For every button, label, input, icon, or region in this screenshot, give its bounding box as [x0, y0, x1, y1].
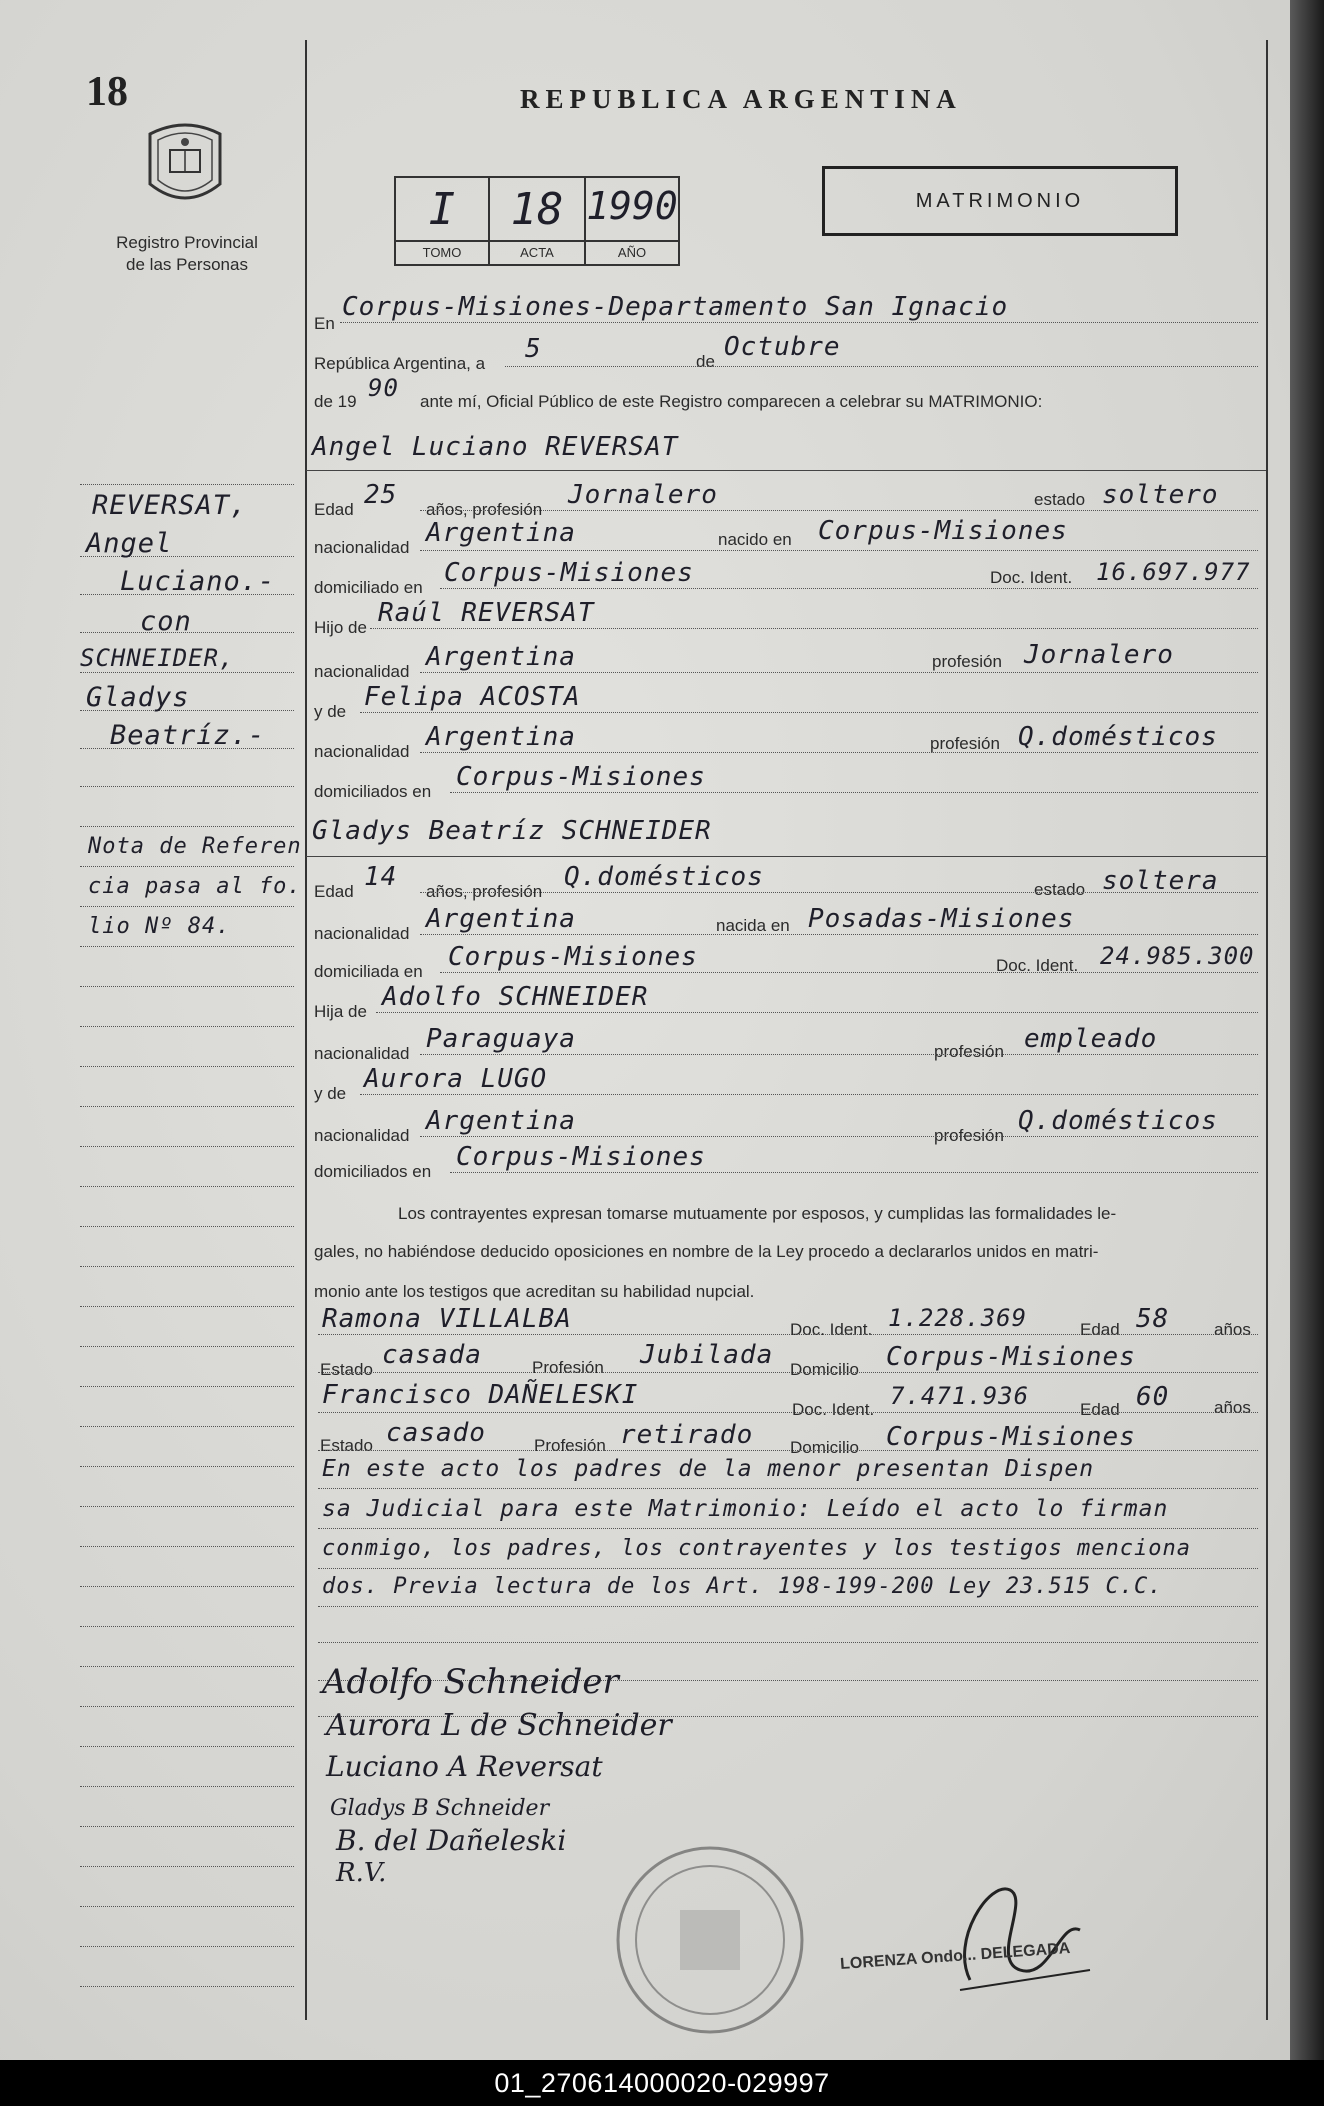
witness2-line-2	[318, 1450, 1258, 1451]
date-prefix: República Argentina, a	[314, 354, 486, 373]
margin-rule-19	[80, 1266, 294, 1267]
witness1-line-1	[318, 1334, 1258, 1335]
witness1-status-label: Estado	[320, 1360, 373, 1379]
tomo-label: TOMO	[396, 240, 488, 264]
margin-rule-33	[80, 1826, 294, 1827]
groom-age: 25	[364, 480, 398, 510]
date-year: 90	[368, 374, 399, 402]
signature-2: Aurora L de Schneider	[326, 1708, 672, 1743]
official-signature-icon	[910, 1860, 1110, 2010]
groom-mother-nationality: Argentina	[426, 722, 576, 752]
bride-rule	[306, 856, 1266, 857]
anio-cell	[586, 178, 678, 264]
margin-rule-7	[80, 786, 294, 787]
witness2-status: casado	[386, 1418, 486, 1448]
sheet-number: 18	[86, 69, 128, 115]
bride-line-6	[360, 1094, 1258, 1095]
margin-rule-10	[80, 906, 294, 907]
margin-rule-23	[80, 1426, 294, 1427]
signature-1: Adolfo Schneider	[322, 1662, 619, 1702]
margin-rule-11	[80, 946, 294, 947]
margin-rule-20	[80, 1306, 294, 1307]
signature-5: B. del Dañeleski	[336, 1824, 567, 1857]
bride-born: Posadas-Misiones	[808, 904, 1075, 934]
groom-parents-domicile: Corpus-Misiones	[456, 762, 706, 792]
provincial-seal-icon	[142, 114, 228, 214]
date-rule	[505, 366, 1258, 367]
groom-doc-label: Doc. Ident.	[990, 568, 1073, 587]
margin-note-5: SCHNEIDER,	[80, 644, 235, 672]
groom-status-label: estado	[1034, 490, 1086, 509]
bride-age-unit: años, profesión	[426, 882, 543, 901]
margin-rule-31	[80, 1746, 294, 1747]
witness2-name: Francisco DAÑELESKI	[322, 1380, 639, 1410]
bride-line-8	[450, 1172, 1258, 1173]
bride-age: 14	[364, 862, 398, 892]
blank-rule-1	[318, 1642, 1258, 1643]
right-border	[1266, 40, 1268, 2020]
bride-nationality-label: nacionalidad	[314, 924, 410, 943]
groom-age-unit: años, profesión	[426, 500, 543, 519]
groom-domicile-label: domiciliado en	[314, 578, 423, 597]
witness1-domicile-label: Domicilio	[790, 1360, 859, 1379]
witness1-age: 58	[1136, 1304, 1170, 1334]
groom-mother-profession-label: profesión	[930, 734, 1000, 753]
bride-mother-nationality: Argentina	[426, 1106, 576, 1136]
bride-father: Adolfo SCHNEIDER	[382, 982, 649, 1012]
record-type-box	[822, 166, 1178, 236]
groom-child-label: Hijo de	[314, 618, 367, 637]
groom-father: Raúl REVERSAT	[378, 598, 595, 628]
bride-parents-domicile-label: domiciliados en	[314, 1162, 432, 1181]
bride-doc: 24.985.300	[1100, 942, 1255, 970]
margin-note-10: lio Nº 84.	[88, 914, 231, 939]
groom-mother-profession: Q.domésticos	[1018, 722, 1218, 752]
groom-mother-nationality-label: nacionalidad	[314, 742, 410, 761]
margin-rule-4	[80, 672, 294, 673]
groom-born: Corpus-Misiones	[818, 516, 1068, 546]
bride-line-1	[420, 892, 1258, 893]
date-month-label: de	[696, 352, 715, 371]
witness1-domicile: Corpus-Misiones	[886, 1342, 1136, 1372]
bride-father-nationality: Paraguaya	[426, 1024, 576, 1054]
margin-rule-27	[80, 1586, 294, 1587]
margin-rule-top	[80, 484, 294, 485]
witness2-age-label: Edad	[1080, 1400, 1120, 1419]
note-rule-3	[318, 1568, 1258, 1569]
margin-note-3: Luciano.-	[120, 566, 276, 597]
date-day: 5	[525, 334, 542, 364]
witness2-profession: retirado	[620, 1420, 754, 1450]
margin-rule-36	[80, 1946, 294, 1947]
note-line-4: dos. Previa lectura de los Art. 198-199-200 Ley 23.515 C.C.	[322, 1574, 1163, 1599]
bride-nationality: Argentina	[426, 904, 576, 934]
tomo-value: I	[428, 184, 456, 235]
image-id-footer: 01_270614000020-029997	[0, 2060, 1324, 2106]
witness2-line-1	[318, 1412, 1258, 1413]
bride-doc-label: Doc. Ident.	[996, 956, 1079, 975]
bride-status-label: estado	[1034, 880, 1086, 899]
groom-domicile: Corpus-Misiones	[444, 558, 694, 588]
margin-rule-35	[80, 1906, 294, 1907]
registry-line-2: de las Personas	[126, 255, 248, 274]
groom-name: Angel Luciano REVERSAT	[312, 432, 679, 462]
bride-and-label: y de	[314, 1084, 347, 1103]
signature-6: R.V.	[336, 1858, 387, 1888]
bride-line-5	[420, 1054, 1258, 1055]
anio-value: 1990	[586, 184, 678, 228]
witness1-profession: Jubilada	[640, 1340, 774, 1370]
bride-domicile-label: domiciliada en	[314, 962, 423, 981]
bride-father-profession: empleado	[1024, 1024, 1158, 1054]
margin-note-8: Nota de Referen	[88, 834, 302, 859]
margin-rule-12	[80, 986, 294, 987]
note-line-2: sa Judicial para este Matrimonio: Leído el acto lo firman	[322, 1496, 1169, 1522]
margin-rule-26	[80, 1546, 294, 1547]
groom-profession: Jornalero	[568, 480, 718, 510]
date-text: ante mí, Oficial Público de este Registro comparecen a celebrar su MATRIMONIO:	[420, 392, 1043, 411]
margin-rule-13	[80, 1026, 294, 1027]
bride-line-2	[420, 934, 1258, 935]
acta-value: 18	[510, 184, 564, 235]
margin-rule-30	[80, 1706, 294, 1707]
margin-rule-16	[80, 1146, 294, 1147]
bride-domicile: Corpus-Misiones	[448, 942, 698, 972]
witness1-line-2	[318, 1372, 1258, 1373]
bride-child-label: Hija de	[314, 1002, 367, 1021]
registry-stamp-icon	[610, 1840, 810, 2040]
tomo-cell	[396, 178, 490, 264]
bride-line-4	[376, 1012, 1258, 1013]
groom-doc: 16.697.977	[1096, 558, 1251, 586]
margin-rule-24	[80, 1466, 294, 1467]
bride-mother-nationality-label: nacionalidad	[314, 1126, 410, 1145]
groom-father-profession-label: profesión	[932, 652, 1002, 671]
bride-name: Gladys Beatríz SCHNEIDER	[312, 816, 712, 846]
delegate-stamp: LORENZA Ondo... DELEGADA	[839, 1939, 1071, 1974]
witness2-doc-label: Doc. Ident.	[792, 1400, 875, 1419]
margin-rule-9	[80, 866, 294, 867]
declaration-line-3: monio ante los testigos que acreditan su habilidad nupcial.	[314, 1282, 755, 1301]
record-number-box	[394, 176, 680, 266]
bride-father-profession-label: profesión	[934, 1042, 1004, 1061]
margin-rule-18	[80, 1226, 294, 1227]
groom-father-profession: Jornalero	[1024, 640, 1174, 670]
margin-divider	[305, 40, 307, 2020]
margin-rule-25	[80, 1506, 294, 1507]
margin-rule-8	[80, 826, 294, 827]
margin-rule-37	[80, 1986, 294, 1987]
witness2-domicile: Corpus-Misiones	[886, 1422, 1136, 1452]
bride-father-nationality-label: nacionalidad	[314, 1044, 410, 1063]
bride-mother-profession-label: profesión	[934, 1126, 1004, 1145]
acta-label: ACTA	[490, 240, 584, 264]
witness2-years-label: años	[1214, 1398, 1251, 1417]
groom-born-label: nacido en	[718, 530, 792, 549]
witness1-doc: 1.228.369	[888, 1304, 1028, 1332]
margin-rule-17	[80, 1186, 294, 1187]
note-line-1: En este acto los padres de la menor presentan Dispen	[322, 1456, 1095, 1482]
groom-mother: Felipa ACOSTA	[364, 682, 581, 712]
date-year-prefix: de 19	[314, 392, 357, 411]
witness1-doc-label: Doc. Ident.	[790, 1320, 873, 1339]
margin-rule-15	[80, 1106, 294, 1107]
groom-father-nationality: Argentina	[426, 642, 576, 672]
bride-mother-profession: Q.domésticos	[1018, 1106, 1218, 1136]
witness2-profession-label: Profesión	[534, 1436, 606, 1455]
margin-note-9: cia pasa al fo.	[88, 874, 302, 899]
witness2-status-label: Estado	[320, 1436, 373, 1455]
acta-cell	[490, 178, 586, 264]
groom-line-4	[370, 628, 1258, 629]
groom-nationality-label: nacionalidad	[314, 538, 410, 557]
witness1-years-label: años	[1214, 1320, 1251, 1339]
declaration-line-2: gales, no habiéndose deducido oposiciones en nombre de la Ley procedo a declararlos unidos en matri-	[314, 1242, 1099, 1261]
groom-father-nationality-label: nacionalidad	[314, 662, 410, 681]
margin-note-7: Beatríz.-	[110, 720, 266, 751]
margin-rule-14	[80, 1066, 294, 1067]
margin-note-4: con	[140, 606, 192, 637]
bride-line-7	[420, 1136, 1258, 1137]
groom-nationality: Argentina	[426, 518, 576, 548]
groom-line-6	[360, 712, 1258, 713]
bride-status: soltera	[1102, 866, 1219, 896]
witness1-age-label: Edad	[1080, 1320, 1120, 1339]
bride-line-3	[440, 972, 1258, 973]
groom-and-label: y de	[314, 702, 347, 721]
note-line-3: conmigo, los padres, los contrayentes y los testigos menciona	[322, 1536, 1191, 1561]
bride-mother: Aurora LUGO	[364, 1064, 548, 1094]
declaration-line-1: Los contrayentes expresan tomarse mutuamente por esposos, y cumplidas las formalidades le-	[398, 1204, 1117, 1223]
note-rule-2	[318, 1528, 1258, 1529]
groom-age-label: Edad	[314, 500, 354, 519]
note-rule-4	[318, 1606, 1258, 1607]
groom-status: soltero	[1102, 480, 1219, 510]
margin-note-6: Gladys	[86, 682, 190, 713]
witness1-profession-label: Profesión	[532, 1358, 604, 1377]
margin-rule-28	[80, 1626, 294, 1627]
bride-born-label: nacida en	[716, 916, 790, 935]
place-rule	[340, 322, 1258, 323]
groom-line-8	[450, 792, 1258, 793]
groom-line-1	[420, 510, 1258, 511]
margin-note-1: REVERSAT,	[92, 490, 248, 521]
groom-parents-domicile-label: domiciliados en	[314, 782, 432, 801]
registry-line-1: Registro Provincial	[116, 233, 258, 252]
margin-rule-21	[80, 1346, 294, 1347]
witness1-status: casada	[382, 1340, 482, 1370]
groom-rule	[306, 470, 1266, 471]
country-heading: REPUBLICA ARGENTINA	[520, 84, 962, 114]
groom-line-7	[420, 752, 1258, 753]
anio-label: AÑO	[586, 240, 678, 264]
groom-line-5	[420, 672, 1258, 673]
witness1-name: Ramona VILLALBA	[322, 1304, 572, 1334]
margin-rule-32	[80, 1786, 294, 1787]
margin-note-2: Angel	[86, 528, 173, 559]
bride-age-label: Edad	[314, 882, 354, 901]
place-value: Corpus-Misiones-Departamento San Ignacio	[342, 292, 1009, 322]
margin-rule-29	[80, 1666, 294, 1667]
signature-3: Luciano A Reversat	[326, 1750, 603, 1783]
date-month: Octubre	[724, 332, 841, 362]
book-spine	[1290, 0, 1324, 2060]
record-type-label: MATRIMONIO	[915, 190, 1085, 212]
bride-profession: Q.domésticos	[564, 862, 764, 892]
witness2-doc: 7.471.936	[890, 1382, 1030, 1410]
note-rule-1	[318, 1488, 1258, 1489]
witness2-age: 60	[1136, 1382, 1170, 1412]
place-label: En	[314, 314, 335, 333]
margin-rule-34	[80, 1866, 294, 1867]
witness2-domicile-label: Domicilio	[790, 1438, 859, 1457]
signature-4: Gladys B Schneider	[330, 1796, 550, 1821]
groom-line-3	[440, 588, 1258, 589]
bride-parents-domicile: Corpus-Misiones	[456, 1142, 706, 1172]
registry-name	[92, 232, 282, 276]
groom-line-2	[420, 550, 1258, 551]
margin-rule-22	[80, 1386, 294, 1387]
